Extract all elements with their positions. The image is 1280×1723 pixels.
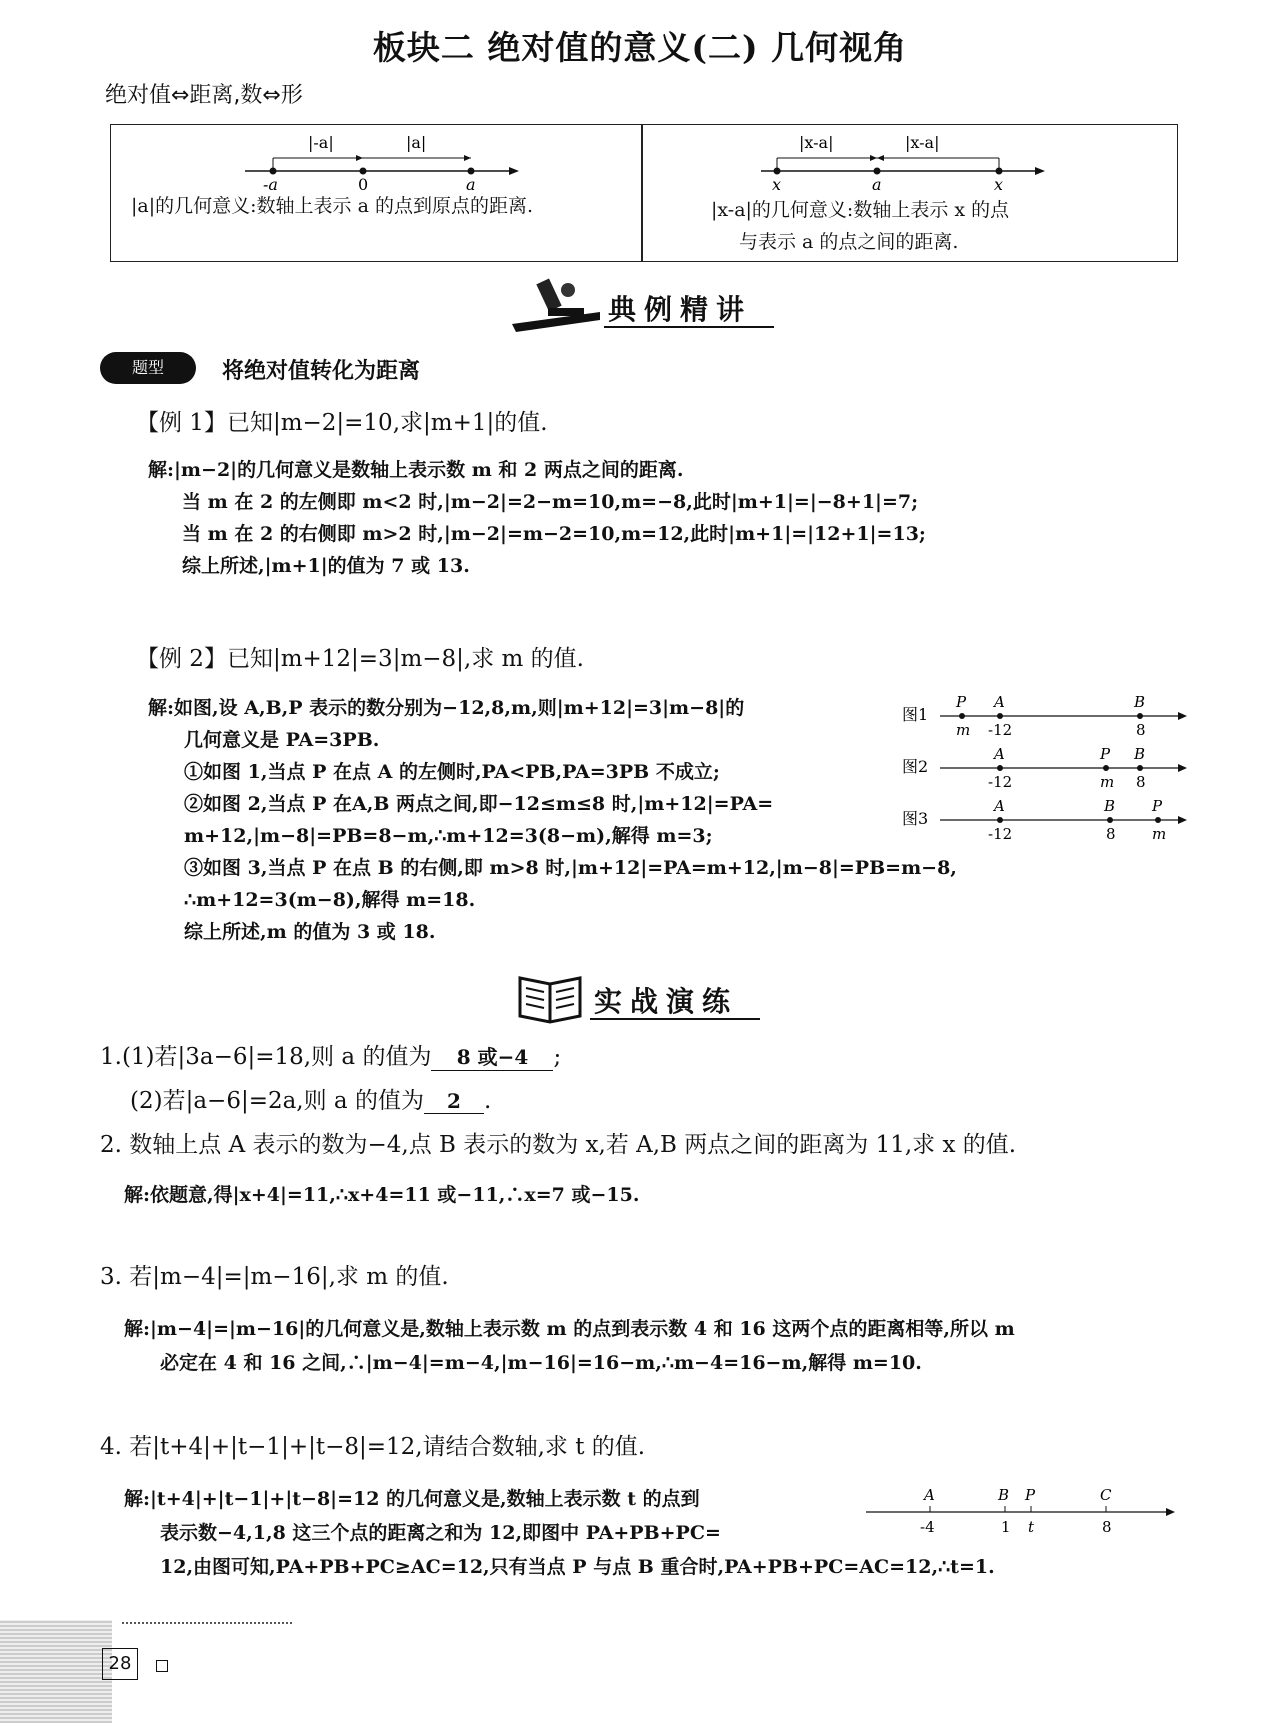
fig2-m: m bbox=[1100, 773, 1115, 791]
label-x-minus-a-1: |x-a| bbox=[799, 133, 834, 152]
section-underline bbox=[604, 326, 774, 328]
fig1-B: B bbox=[1134, 693, 1146, 711]
figure-3-label: 图3 bbox=[902, 809, 929, 828]
fig1-m: m bbox=[956, 721, 971, 739]
number-line-right bbox=[643, 125, 1173, 205]
example2-line: ①如图 1,当点 P 在点 A 的左侧时,PA<PB,PA=3PB 不成立; bbox=[184, 761, 720, 783]
q4-answer-line1: 解:|t+4|+|t−1|+|t−8|=12 的几何意义是,数轴上表示数 t 的点到 bbox=[124, 1488, 700, 1510]
fig2-8: 8 bbox=[1136, 773, 1146, 791]
q1-part1-answer: 8 或−4 bbox=[431, 1041, 553, 1071]
section-title-practice: 实战演练 bbox=[594, 985, 739, 1018]
example1-solution bbox=[148, 454, 926, 582]
q4-1: 1 bbox=[1001, 1518, 1011, 1536]
fig2-B: B bbox=[1134, 745, 1146, 763]
example2-line: 解:如图,设 A,B,P 表示的数分别为−12,8,m,则|m+12|=3|m−8|的 bbox=[148, 697, 745, 719]
page-number: 28 bbox=[102, 1648, 138, 1680]
example2-question: 【例 2】已知|m+12|=3|m−8|,求 m 的值. bbox=[136, 646, 584, 672]
q3-answer-line1: 解:|m−4|=|m−16|的几何意义是,数轴上表示数 m 的点到表示数 4 和 16 这两个点的距离相等,所以 m bbox=[124, 1318, 1015, 1340]
q3-answer-line2: 必定在 4 和 16 之间,∴|m−4|=m−4,|m−16|=16−m,∴m−4=16−m,解得 m=10. bbox=[160, 1352, 922, 1374]
figure-2-label: 图2 bbox=[902, 757, 929, 776]
figure-3 bbox=[902, 797, 1187, 843]
q4-P: P bbox=[1025, 1486, 1036, 1504]
fig1-neg12: -12 bbox=[988, 721, 1013, 739]
q4-answer-line3: 12,由图可知,PA+PB+PC≥AC=12,只有当点 P 与点 B 重合时,PA+PB+PC=AC=12,∴t=1. bbox=[160, 1556, 995, 1578]
concept-box bbox=[110, 124, 1178, 262]
q4-question: 4. 若|t+4|+|t−1|+|t−8|=12,请结合数轴,求 t 的值. bbox=[100, 1434, 646, 1460]
fig2-neg12: -12 bbox=[988, 773, 1013, 791]
q1-part2-suffix: . bbox=[483, 1088, 492, 1114]
q3-question: 3. 若|m−4|=|m−16|,求 m 的值. bbox=[100, 1264, 449, 1290]
example2-line: ②如图 2,当点 P 在A,B 两点之间,即−12≤m≤8 时,|m+12|=PA= bbox=[184, 793, 774, 815]
fig3-A: A bbox=[994, 797, 1005, 815]
q1-part1 bbox=[100, 1038, 561, 1071]
q2-answer: 解:依题意,得|x+4|=11,∴x+4=11 或−11,∴x=7 或−15. bbox=[124, 1184, 640, 1206]
tick-neg-a: -a bbox=[263, 175, 278, 194]
fig3-8: 8 bbox=[1106, 825, 1116, 843]
q4-B: B bbox=[998, 1486, 1010, 1504]
microscope-icon bbox=[508, 272, 604, 332]
fig2-A: A bbox=[994, 745, 1005, 763]
q1-part1-suffix: ; bbox=[553, 1044, 562, 1070]
q1-part2-answer: 2 bbox=[424, 1089, 484, 1114]
q4-answer-line2: 表示数−4,1,8 这三个点的距离之和为 12,即图中 PA+PB+PC= bbox=[160, 1522, 721, 1544]
example1-line: 当 m 在 2 的左侧即 m<2 时,|m−2|=2−m=10,m=−8,此时|m+1|=|−8+1|=7; bbox=[182, 491, 919, 513]
tick-x-left: x bbox=[772, 175, 782, 194]
example2-line: 几何意义是 PA=3PB. bbox=[184, 729, 380, 751]
fig1-A: A bbox=[994, 693, 1005, 711]
q4-t: t bbox=[1028, 1518, 1035, 1536]
figure-2 bbox=[902, 745, 1187, 791]
q1-part2-text: (2)若|a−6|=2a,则 a 的值为 bbox=[130, 1088, 424, 1114]
tick-a-right: a bbox=[872, 175, 882, 194]
fig3-P: P bbox=[1152, 797, 1163, 815]
q4-number-line bbox=[860, 1478, 1180, 1548]
example2-line: ③如图 3,当点 P 在点 B 的右侧,即 m>8 时,|m+12|=PA=m+12,|m−8|=PB=m−8, bbox=[184, 857, 957, 879]
page-subtitle: 绝对值⇔距离,数⇔形 bbox=[105, 83, 303, 108]
footer-pattern bbox=[0, 1620, 112, 1723]
footer-rule bbox=[122, 1622, 292, 1624]
example2-line: ∴m+12=3(m−8),解得 m=18. bbox=[184, 889, 476, 911]
section-underline bbox=[590, 1018, 760, 1020]
q2-question: 2. 数轴上点 A 表示的数为−4,点 B 表示的数为 x,若 A,B 两点之间的距离为 11,求 x 的值. bbox=[100, 1132, 1017, 1158]
tick-x-right: x bbox=[994, 175, 1004, 194]
footer-square bbox=[156, 1660, 168, 1672]
right-definition-line1: |x-a|的几何意义:数轴上表示 x 的点 bbox=[711, 199, 1010, 221]
fig3-neg12: -12 bbox=[988, 825, 1013, 843]
left-definition: |a|的几何意义:数轴上表示 a 的点到原点的距离. bbox=[131, 195, 533, 217]
fig1-8: 8 bbox=[1136, 721, 1146, 739]
example2-line: 综上所述,m 的值为 3 或 18. bbox=[184, 921, 436, 943]
fig3-m: m bbox=[1152, 825, 1167, 843]
q1-part2 bbox=[130, 1082, 491, 1115]
example1-line: 当 m 在 2 的右侧即 m>2 时,|m−2|=m−2=10,m=12,此时|m+1|=|12+1|=13; bbox=[182, 523, 926, 545]
topic-badge: 题型 bbox=[100, 352, 196, 384]
q4-A: A bbox=[924, 1486, 935, 1504]
page-title: 板块二 绝对值的意义(二) 几何视角 bbox=[372, 28, 908, 67]
q4-8: 8 bbox=[1102, 1518, 1112, 1536]
book-icon bbox=[516, 968, 586, 1024]
example2-line: m+12,|m−8|=PB=8−m,∴m+12=3(8−m),解得 m=3; bbox=[184, 825, 713, 847]
fig3-B: B bbox=[1104, 797, 1116, 815]
tick-zero: 0 bbox=[358, 175, 369, 194]
q1-part1-text: 1.(1)若|3a−6|=18,则 a 的值为 bbox=[100, 1044, 432, 1070]
q4-C: C bbox=[1100, 1486, 1112, 1504]
right-definition-line2: 与表示 a 的点之间的距离. bbox=[739, 231, 959, 253]
figure-1-label: 图1 bbox=[902, 705, 929, 724]
example2-solution bbox=[148, 692, 1008, 948]
example1-line: 解:|m−2|的几何意义是数轴上表示数 m 和 2 两点之间的距离. bbox=[148, 459, 684, 481]
section-title-examples: 典例精讲 bbox=[608, 293, 753, 326]
label-neg-a-abs: |-a| bbox=[308, 133, 334, 152]
label-x-minus-a-2: |x-a| bbox=[905, 133, 940, 152]
example1-question: 【例 1】已知|m−2|=10,求|m+1|的值. bbox=[136, 410, 548, 436]
fig1-P: P bbox=[956, 693, 967, 711]
fig2-P: P bbox=[1100, 745, 1111, 763]
example1-line: 综上所述,|m+1|的值为 7 或 13. bbox=[182, 555, 470, 577]
label-a-abs: |a| bbox=[406, 133, 427, 152]
q4-neg4: -4 bbox=[920, 1518, 935, 1536]
example2-figures bbox=[900, 690, 1190, 860]
topic-title: 将绝对值转化为距离 bbox=[222, 359, 421, 384]
tick-a: a bbox=[466, 175, 476, 194]
figure-1 bbox=[902, 693, 1187, 739]
